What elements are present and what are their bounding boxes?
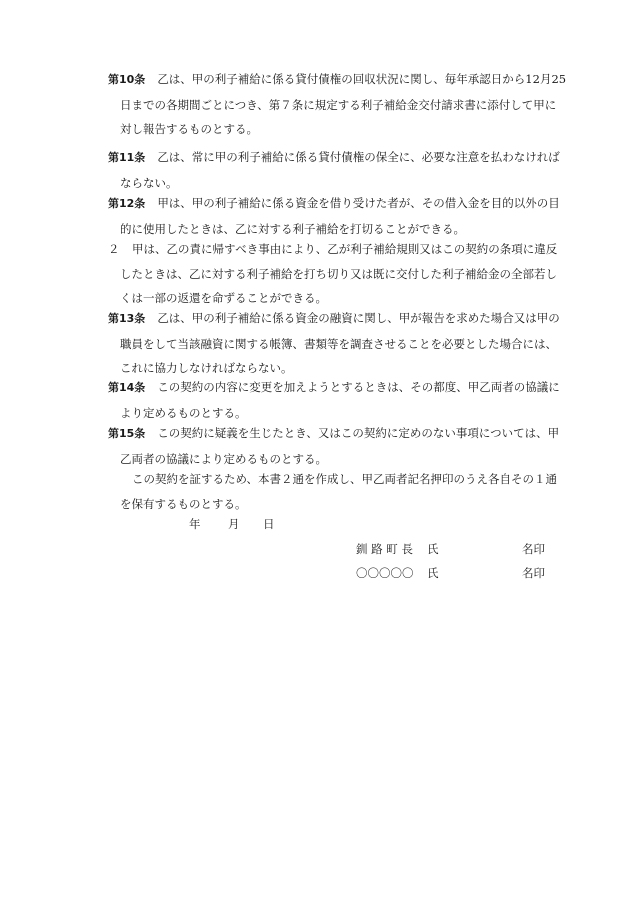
closing-statement (108, 467, 576, 516)
article-text-line: 対し報告するものとする。 (120, 122, 258, 136)
article-number: 第12条 (108, 197, 146, 210)
article-text-line: 職員をして当該融資に関する帳簿、書類等を調査させることを必要とした場合には、 (120, 336, 557, 351)
article-text-line: 甲は、甲の利子補給に係る資金を借り受けた者が、その借入金を目的以外の目 (157, 196, 560, 210)
date-year-label: 年 (189, 517, 201, 531)
article-text-line: より定めるものとする。 (120, 405, 247, 420)
article-text-line: 的に使用したときは、乙に対する利子補給を打切ることができる。 (120, 221, 465, 236)
article-number: 第11条 (108, 151, 146, 164)
article-number: 第13条 (108, 312, 146, 325)
date-day-label: 日 (263, 517, 275, 531)
seal-label: 名印 (522, 566, 545, 580)
article-14 (108, 375, 576, 425)
seal-label: 名印 (522, 542, 545, 556)
paragraph-text-line: 甲は、乙の責に帰すべき事由により、乙が利子補給規則又はこの契約の条項に違反 (132, 242, 558, 256)
party-name: 釧 路 町 長 (356, 542, 413, 556)
date-line (0, 516, 630, 536)
article-15 (108, 421, 576, 471)
paragraph-text-line: くは一部の返還を命ずることができる。 (120, 291, 327, 305)
article-text-line: 乙は、甲の利子補給に係る資金の融資に関し、甲が報告を求めた場合又は甲の (157, 311, 560, 325)
article-number: 第10条 (108, 73, 146, 86)
article-text-line: ならない。 (120, 175, 178, 190)
article-12-paragraph-2 (108, 237, 576, 311)
paragraph-text-line: したときは、乙に対する利子補給を打ち切り又は既に交付した利子補給金の全部若し (120, 266, 557, 281)
article-text-line: 日までの各期間ごとにつき、第７条に規定する利子補給金交付請求書に添付して甲に (120, 97, 557, 112)
signature-line-party-2 (0, 565, 630, 585)
closing-text-line: を保有するものとする。 (120, 496, 247, 511)
article-text-line: 乙は、常に甲の利子補給に係る貸付債権の保全に、必要な注意を払わなければ (157, 150, 560, 164)
article-number: 第14条 (108, 381, 146, 394)
signature-line-party-1 (0, 541, 630, 561)
article-10 (108, 67, 576, 142)
article-text-line: 乙両者の協議により定めるものとする。 (120, 451, 327, 466)
article-text-line: この契約の内容に変更を加えようとするときは、その都度、甲乙両者の協議に (157, 380, 560, 394)
article-text-line: この契約に疑義を生じたとき、又はこの契約に定めのない事項については、甲 (157, 426, 560, 440)
party-honorific: 氏 (427, 566, 439, 580)
article-11 (108, 145, 576, 195)
party-name: 〇〇〇〇〇 (356, 566, 414, 580)
article-12 (108, 191, 576, 241)
date-month-label: 月 (228, 517, 240, 531)
article-13 (108, 306, 576, 381)
closing-text-line: この契約を証するため、本書２通を作成し、甲乙両者記名押印のうえ各自その１通 (132, 472, 558, 486)
article-text-line: これに協力しなければならない。 (120, 361, 293, 375)
article-text-line: 乙は、甲の利子補給に係る貸付債権の回収状況に関し、毎年承認日から12月25 (157, 72, 567, 86)
article-number: 第15条 (108, 427, 146, 440)
party-honorific: 氏 (427, 542, 439, 556)
paragraph-number: ２ (108, 242, 120, 256)
